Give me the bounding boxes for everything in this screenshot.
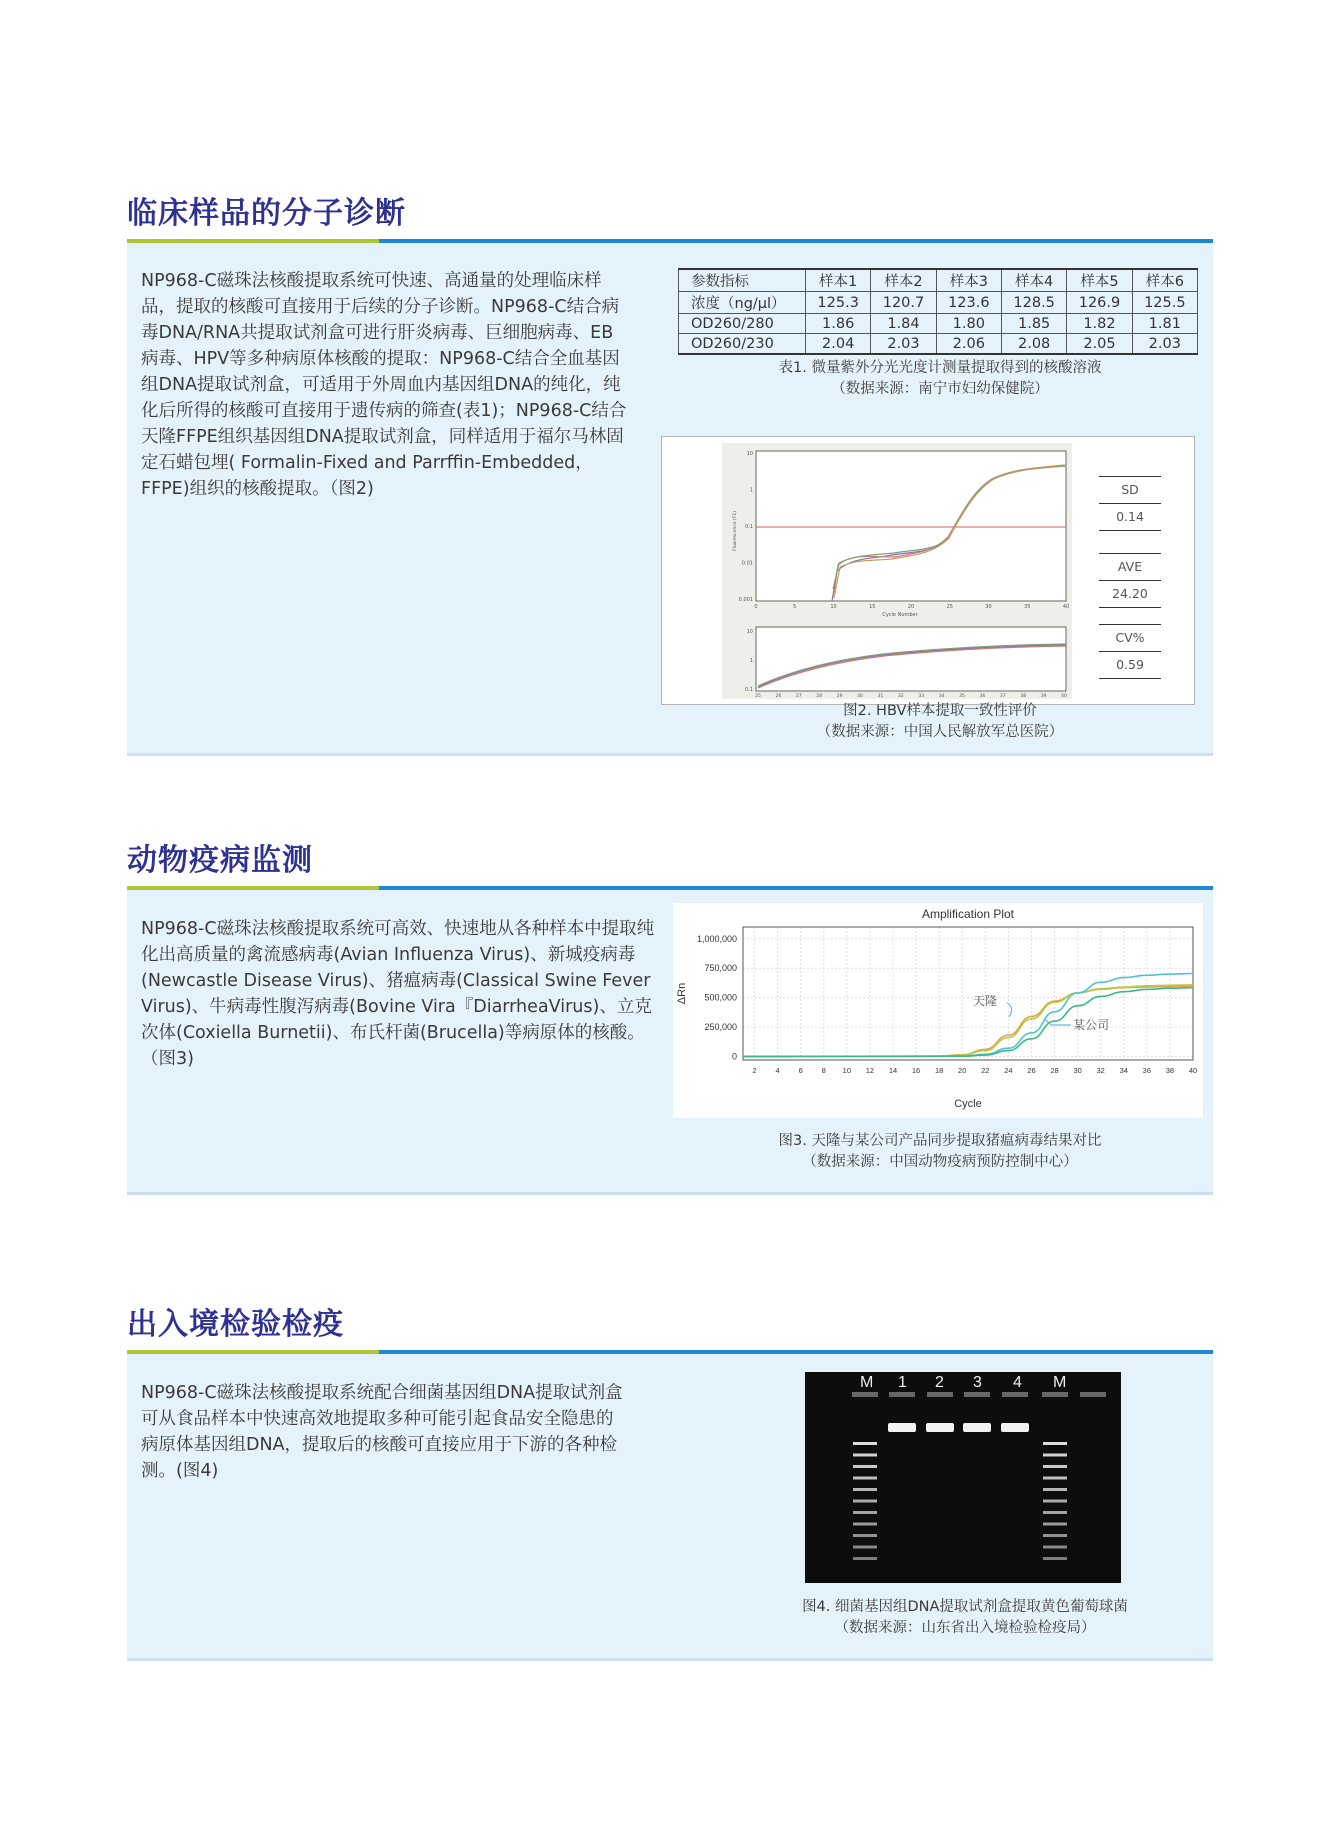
table-cell: 2.08 [1001,334,1066,355]
fig2-x-tick-label: 27 [795,694,802,699]
chart-series-line [743,985,1193,1057]
chart-x-tick-label: 8 [821,1066,826,1075]
table-header-cell: 样本2 [871,269,936,292]
chart-x-tick-label: 34 [1119,1066,1128,1075]
figure-2-plot-area [722,443,1072,699]
table-cell: 2.05 [1067,334,1132,355]
fig2-x-tick-label: 35 [959,694,965,699]
chart-series-line [743,973,1193,1056]
fig2-x-tick-label: 38 [1020,694,1027,699]
gel-sample-band [926,1423,954,1432]
fig2-x-tick-label: 35 [1024,604,1031,610]
table-row [679,292,1198,314]
fig2-x-tick-label: 26 [775,694,782,699]
chart-x-label: Cycle [954,1098,982,1110]
fig2-x-tick-label: 15 [869,604,876,610]
fig2-x-tick-label: 32 [897,694,904,699]
table-cell: 128.5 [1001,292,1066,314]
fig2-x-tick-label: 30 [857,694,863,699]
fig2-y-tick-label: 0.1 [745,687,753,693]
fig2-y-tick-label: 0.1 [745,524,753,530]
amplification-plot [673,903,1203,1118]
fig2-y-tick-label: 10 [746,629,753,635]
fig2-x-tick-label: 25 [946,604,953,610]
gel-ladder-band [1043,1500,1067,1503]
gel-ladder-band [1043,1557,1067,1560]
gel-ladder-band [1043,1511,1067,1514]
chart-y-tick-label: 750,000 [704,963,737,974]
gel-well [889,1392,915,1397]
section-paragraph-inspection: NP968-C磁珠法核酸提取系统配合细菌基因组DNA提取试剂盒可从食品样本中快速高效地提取多种可能引起食品安全隐患的病原体基因组DNA，提取后的核酸可直接应用于下游的各种检测。(图4) [141,1383,623,1481]
table-header-cell: 样本5 [1067,269,1132,292]
figure-2-caption [690,701,1190,743]
chart-y-tick-label: 500,000 [704,992,737,1003]
chart-series-line [743,986,1193,1056]
chart-x-tick-label: 24 [1004,1066,1013,1075]
chart-y-label: ΔRn [676,982,688,1005]
table-header-cell: 样本3 [936,269,1001,292]
table-header-cell: 样本1 [806,269,871,292]
gel-ladder-band [1043,1477,1067,1480]
fig2-x-tick-label: 30 [985,604,992,610]
fig2-y-tick-label: 10 [746,451,753,457]
fig2-x-tick-label: 0 [754,604,758,610]
table-cell: 126.9 [1067,292,1132,314]
gel-lane-label: 1 [898,1374,907,1391]
gel-well [1080,1392,1106,1397]
chart-x-tick-label: 20 [958,1066,967,1075]
table-cell: 2.03 [871,334,936,355]
stat-ave [1099,553,1161,608]
fig2-x-tick-label: 29 [836,694,843,699]
fig2-x-tick-label: 33 [918,694,925,699]
stat-label: AVE [1099,553,1161,581]
fig2-x-tick-label: 25 [755,694,761,699]
table-cell: 1.85 [1001,314,1066,334]
gel-well [1002,1392,1028,1397]
fig2-y-tick-label: 0.01 [741,560,753,567]
figure-2-x-label: Cycle Number [882,612,918,618]
figure-4-gel-image [805,1372,1121,1583]
section-paragraph-animal: NP968-C磁珠法核酸提取系统可高效、快速地从各种样本中提取纯化出高质量的禽流感病毒(Avian Influenza Virus)、新城疫病毒(Newcastle Disease Virus)、猪瘟病毒(Classical Swine Fever Virus)、牛病毒性腹泻病毒(Bovine Vira『DiarrheaVirus)、立克次体(Coxiella Burnetii)、布氏杆菌(Brucella)等病原体的核酸。（图3) [141,919,655,1069]
table-1 [678,268,1198,355]
fig2-y-tick-label: 1 [749,487,753,494]
table-cell: 120.7 [871,292,936,314]
gel-ladder-band [853,1442,877,1445]
chart-plot-frame [743,927,1193,1060]
gel-ladder-band [853,1523,877,1526]
figure-2-plots [722,443,1072,699]
chart-x-tick-label: 36 [1142,1066,1152,1075]
table-cell: OD260/230 [679,334,806,355]
table-cell: 2.03 [1132,334,1197,355]
gel-ladder-band [1043,1534,1067,1537]
fig2-x-tick-label: 40 [1062,604,1070,610]
table-cell: 1.81 [1132,314,1197,334]
chart-x-tick-label: 4 [775,1066,780,1075]
chart-x-tick-label: 38 [1165,1066,1175,1075]
gel-lane-label: 3 [973,1374,982,1391]
fig2-x-tick-label: 34 [938,694,945,699]
section-title-clinical: 临床样品的分子诊断 [127,196,406,231]
gel-ladder-band [853,1557,877,1560]
chart-x-tick-label: 40 [1188,1066,1198,1075]
gel-ladder-band [1043,1488,1067,1491]
table-1-caption [690,358,1190,400]
stat-value: 0.59 [1099,652,1161,679]
fig2-x-tick-label: 10 [830,604,837,610]
chart-x-tick-label: 32 [1096,1066,1105,1075]
fig2-y-tick-label: 0.001 [738,597,753,603]
caption-line: 图3. 天隆与某公司产品同步提取猪瘟病毒结果对比 [778,1133,1102,1149]
chart-x-tick-label: 14 [888,1066,898,1075]
table-cell: 2.06 [936,334,1001,355]
gel-sample-band [888,1423,916,1432]
table-cell: 浓度（ng/μl） [679,292,806,314]
chart-annotation-company: 某公司 [1073,1018,1110,1032]
caption-line: （数据来源：南宁市妇幼保健院） [831,381,1049,397]
chart-annotation-arrow [1007,1003,1012,1017]
caption-line: （数据来源：中国动物疫病预防控制中心） [802,1154,1078,1170]
gel-ladder-band [1043,1465,1067,1468]
figure-2-y-label: Fluorescence (F1) [733,510,738,552]
chart-x-tick-label: 28 [1050,1066,1059,1075]
section-title-animal: 动物疫病监测 [127,843,313,878]
table-row [679,314,1198,334]
fig2-y-tick-label: 1 [749,658,753,664]
gel-well [852,1392,878,1397]
table-cell: 125.3 [806,292,871,314]
gel-lane-label: M [860,1374,874,1391]
caption-line: 图4. 细菌基因组DNA提取试剂盒提取黄色葡萄球菌 [802,1599,1128,1615]
chart-x-tick-label: 2 [752,1066,757,1075]
gel-ladder-band [1043,1454,1067,1457]
stat-label: CV% [1099,624,1161,652]
gel-ladder-band [853,1454,877,1457]
section-paragraph-clinical: NP968-C磁珠法核酸提取系统可快速、高通量的处理临床样品，提取的核酸可直接用于后续的分子诊断。NP968-C结合病毒DNA/RNA共提取试剂盒可进行肝炎病毒、巨细胞病毒、EB病毒、HPV等多种病原体核酸的提取：NP968-C结合全血基因组DNA提取试剂盒，可适用于外周血内基因组DNA的纯化，纯化后所得的核酸可直接用于遗传病的筛查(表1)；NP968-C结合天隆FFPE组织基因组DNA提取试剂盒，同样适用于福尔马林固定石蜡包埋( Formalin-Fixed and Parrffin-Embedded，FFPE)组织的核酸提取。（图2) [141,271,627,499]
stat-cv [1099,624,1161,679]
chart-y-tick-label: 0 [731,1051,737,1062]
chart-x-tick-label: 18 [934,1066,944,1075]
figure-3-caption [690,1131,1190,1173]
table-cell: OD260/280 [679,314,806,334]
chart-y-tick-label: 250,000 [704,1022,737,1033]
stat-value: 0.14 [1099,504,1161,531]
table-cell: 123.6 [936,292,1001,314]
figure-2 [661,436,1195,705]
fig2-x-tick-label: 20 [907,604,915,610]
gel-ladder-band [853,1546,877,1549]
fig2-x-tick-label: 31 [877,694,884,699]
gel-lane-label: 4 [1013,1374,1022,1391]
gel-ladder-band [853,1500,877,1503]
gel-ladder-band [1043,1523,1067,1526]
gel-ladder-band [853,1465,877,1468]
table-row [679,334,1198,355]
chart-x-tick-label: 30 [1073,1066,1082,1075]
chart-x-tick-label: 10 [842,1066,852,1075]
chart-x-tick-label: 22 [981,1066,990,1075]
chart-title: Amplification Plot [921,907,1015,921]
gel-bands [805,1372,1121,1583]
gel-sample-band [963,1423,991,1432]
chart-x-tick-label: 12 [865,1066,875,1075]
gel-ladder-band [1043,1546,1067,1549]
stat-label: SD [1099,476,1161,504]
table-cell: 1.82 [1067,314,1132,334]
figure-3 [673,903,1203,1118]
table-header-cell: 样本4 [1001,269,1066,292]
gel-ladder-band [1043,1442,1067,1445]
fig2-x-tick-label: 36 [979,694,986,699]
gel-lane-label: M [1053,1374,1067,1391]
caption-line: （数据来源：中国人民解放军总医院） [816,724,1064,740]
chart-annotation-tianlong: 天隆 [973,994,998,1008]
table-cell: 2.04 [806,334,871,355]
table-cell: 1.84 [871,314,936,334]
gel-ladder-band [853,1534,877,1537]
caption-line: （数据来源：山东省出入境检验检疫局） [834,1620,1096,1636]
table-header-cell: 样本6 [1132,269,1197,292]
gel-ladder-band [853,1477,877,1480]
table-header-row [679,269,1198,292]
gel-sample-band [1001,1423,1029,1432]
section-title-inspection: 出入境检验检疫 [127,1307,344,1342]
figure-4-caption [715,1597,1215,1639]
table-cell: 1.86 [806,314,871,334]
fig2-x-tick-label: 40 [1061,694,1067,699]
table-cell: 1.80 [936,314,1001,334]
chart-y-tick-label: 1,000,000 [696,933,737,944]
gel-well [927,1392,953,1397]
gel-well [964,1392,990,1397]
fig2-x-tick-label: 37 [999,694,1006,699]
caption-line: 图2. HBV样本提取一致性评价 [843,703,1037,719]
gel-well [1042,1392,1068,1397]
table-header-cell: 参数指标 [679,269,806,292]
stat-sd [1099,476,1161,531]
table-cell: 125.5 [1132,292,1197,314]
fig2-x-tick-label: 39 [1040,694,1047,699]
chart-x-tick-label: 6 [798,1066,803,1075]
fig2-x-tick-label: 5 [793,604,797,610]
gel-lane-label: 2 [935,1374,944,1391]
fig2-x-tick-label: 28 [816,694,823,699]
gel-ladder-band [853,1488,877,1491]
chart-x-tick-label: 26 [1027,1066,1036,1075]
stat-value: 24.20 [1099,581,1161,608]
chart-x-tick-label: 16 [911,1066,921,1075]
gel-ladder-band [853,1511,877,1514]
caption-line: 表1. 微量紫外分光光度计测量提取得到的核酸溶液 [778,360,1102,376]
